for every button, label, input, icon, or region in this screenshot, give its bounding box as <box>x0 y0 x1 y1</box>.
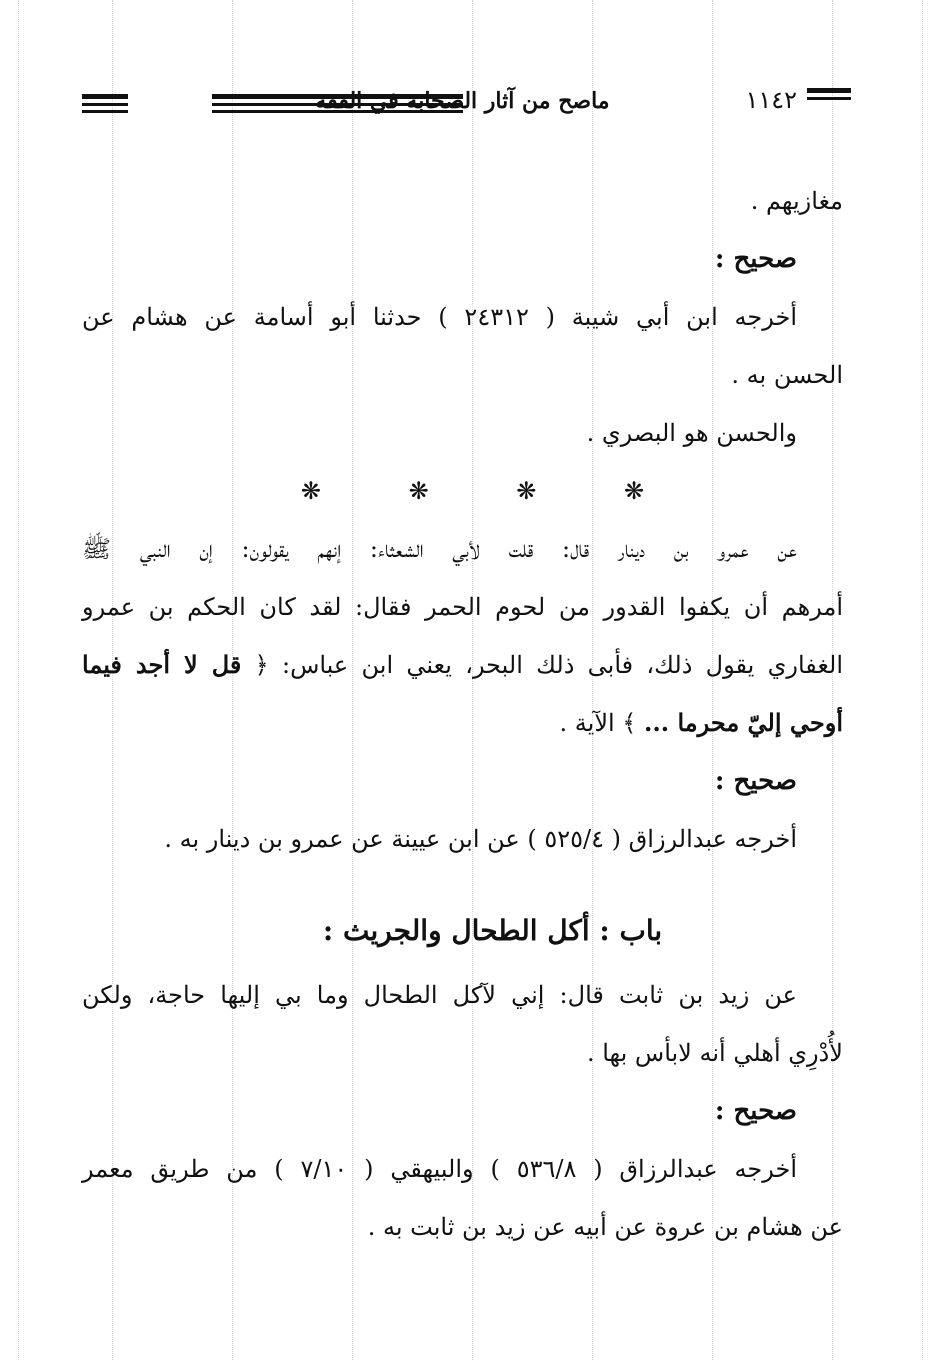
text-line: أخرجه عبدالرزاق ( ٥٣٦/٨ ) والبيهقي ( ٧/١٠ ) من طريق معمر <box>82 1155 798 1183</box>
section-separator: ❋ ❋ ❋ ❋ <box>300 477 685 505</box>
book-title <box>162 88 843 114</box>
quran-quote: أوحي إليّ محرما ... <box>644 708 843 737</box>
grading-label: صحيح : <box>714 1096 797 1126</box>
grading-label: صحيح : <box>714 244 797 274</box>
text-segment: الغفاري يقول ذلك، فأبى ذلك البحر، يعني ابن عباس: ﴿ <box>254 651 843 679</box>
text-segment: ﴾ الآية . <box>559 709 637 737</box>
page-number: ١١٤٢ <box>745 86 797 114</box>
text-line: مغازيهم . <box>750 187 843 215</box>
text-line <box>82 636 843 694</box>
text-line: عن هشام بن عروة عن أبيه عن زيد بن ثابت به . <box>367 1213 843 1241</box>
text-line: عن زيد بن ثابت قال: إني لآكل الطحال وما بي إليها حاجة، ولكن <box>82 981 797 1009</box>
chapter-heading: باب : أكل الطحال والجريث : <box>322 914 663 947</box>
text-line: أخرجه ابن أبي شيبة ( ٢٤٣١٢ ) حدثنا أبو أسامة عن هشام عن <box>82 303 797 331</box>
text-line: عن عمرو بن دينار قال: قلت لأبي الشعثاء: إنهم يقولون: إن النبي ﷺ <box>82 535 797 563</box>
text-line: أمرهم أن يكفوا القدور من لحوم الحمر فقال: لقد كان الحكم بن عمرو <box>82 593 843 621</box>
text-line <box>82 694 843 752</box>
text-line: أخرجه عبدالرزاق ( ٥٢٥/٤ ) عن ابن عيينة عن عمرو بن دينار به . <box>164 825 797 853</box>
quran-quote: قل لا أجد فيما <box>82 650 242 679</box>
grading-label: صحيح : <box>714 766 797 796</box>
page-header <box>82 84 843 124</box>
header-rule-left <box>82 94 128 113</box>
text-line: الحسن به . <box>731 361 843 389</box>
page-body <box>82 172 843 1256</box>
text-line: والحسن هو البصري . <box>586 419 797 447</box>
book-title-text: ماصح من آثار الصحابة في الفقه <box>315 88 610 114</box>
text-line: لأُدْرِي أهلي أنه لابأس بها . <box>586 1039 843 1067</box>
